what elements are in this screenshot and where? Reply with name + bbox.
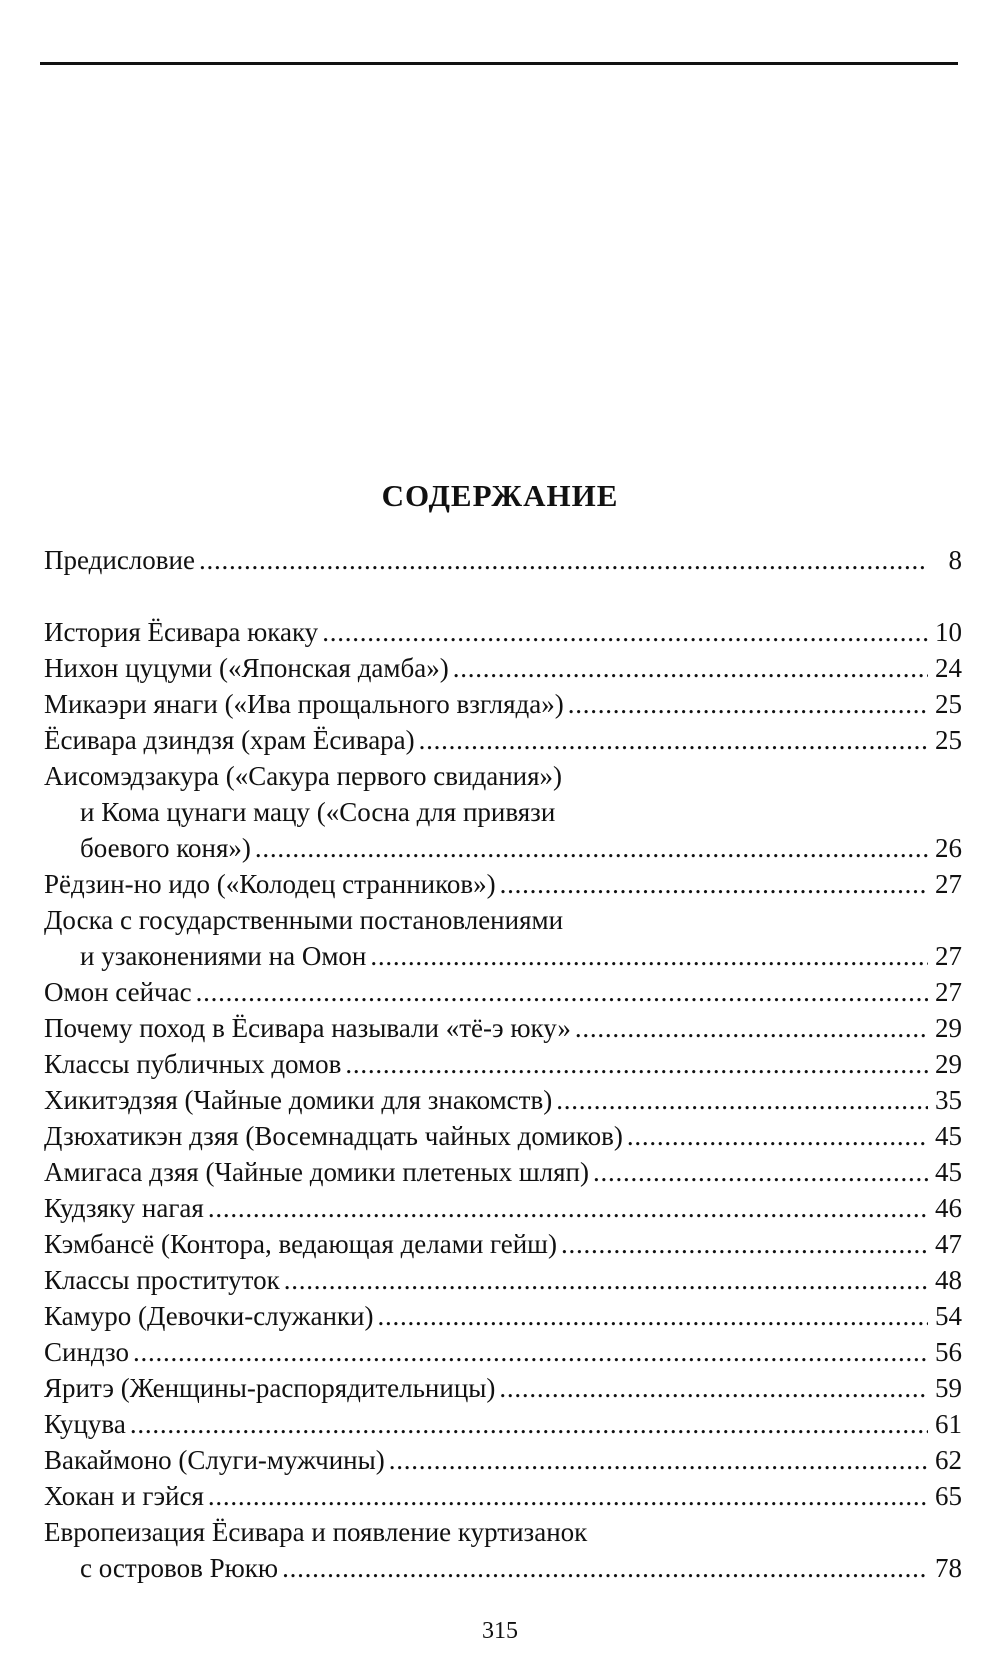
toc-entry[interactable] — [44, 1229, 962, 1265]
toc-entry-page: 65 — [935, 1481, 962, 1511]
toc-entry-title: Яритэ (Женщины-распорядительницы) — [44, 1373, 496, 1403]
leader-dots — [593, 1157, 928, 1188]
leader-dots — [377, 1301, 928, 1332]
leader-dots — [208, 1481, 928, 1512]
toc-entry[interactable] — [44, 1193, 962, 1229]
table-of-contents — [44, 545, 962, 1589]
toc-entry-page: 56 — [935, 1337, 962, 1367]
leader-dots — [453, 653, 928, 684]
toc-entry-title: Кэмбансё (Контора, ведающая делами гейш) — [44, 1229, 557, 1259]
toc-entry-title: Вакаймоно (Слуги-мужчины) — [44, 1445, 385, 1475]
leader-dots — [199, 545, 928, 576]
toc-entry-page: 26 — [935, 833, 962, 863]
toc-entry[interactable] — [44, 725, 962, 761]
leader-dots — [561, 1229, 928, 1260]
toc-entry-title-continued: и Кома цунаги мацу («Сосна для привязи — [80, 797, 556, 827]
toc-entry[interactable] — [44, 1409, 962, 1445]
leader-dots — [284, 1265, 928, 1296]
toc-entry-page: 27 — [935, 869, 962, 899]
toc-entry-preface[interactable] — [44, 545, 962, 581]
leader-dots — [345, 1049, 928, 1080]
toc-entry[interactable] — [44, 905, 962, 977]
leader-dots — [370, 941, 928, 972]
toc-entry-title-continued: боевого коня») — [80, 833, 251, 863]
leader-dots — [133, 1337, 928, 1368]
toc-entry-title: Кудзяку нагая — [44, 1193, 204, 1223]
toc-entry-page: 27 — [935, 977, 962, 1007]
toc-entry[interactable] — [44, 1445, 962, 1481]
toc-entry-page: 46 — [935, 1193, 962, 1223]
toc-entry-title: Микаэри янаги («Ива прощального взгляда») — [44, 689, 564, 719]
toc-entry-page: 25 — [935, 689, 962, 719]
toc-entry-page: 24 — [935, 653, 962, 683]
toc-entry[interactable] — [44, 977, 962, 1013]
toc-entry-title: Синдзо — [44, 1337, 129, 1367]
toc-entry-page: 78 — [935, 1553, 962, 1583]
leader-dots — [556, 1085, 928, 1116]
toc-entry-page: 10 — [935, 617, 962, 647]
leader-dots — [208, 1193, 928, 1224]
toc-entry-title: Почему поход в Ёсивара называли «тё-э юку» — [44, 1013, 571, 1043]
toc-entry-page: 25 — [935, 725, 962, 755]
toc-entry-title: Классы проституток — [44, 1265, 280, 1295]
toc-entry-title: Камуро (Девочки-служанки) — [44, 1301, 374, 1331]
leader-dots — [568, 689, 928, 720]
toc-entry-title-continued: с островов Рюкю — [80, 1553, 279, 1583]
toc-entry-title: Куцува — [44, 1409, 126, 1439]
toc-entry-title: Хикитэдзяя (Чайные домики для знакомств) — [44, 1085, 553, 1115]
toc-entry[interactable] — [44, 1265, 962, 1301]
toc-entry[interactable] — [44, 1373, 962, 1409]
toc-entry[interactable] — [44, 1121, 962, 1157]
toc-entry-title: Классы публичных домов — [44, 1049, 342, 1079]
leader-dots — [627, 1121, 928, 1152]
toc-entry-title: История Ёсивара юкаку — [44, 617, 319, 647]
top-rule — [40, 62, 958, 65]
toc-entry[interactable] — [44, 653, 962, 689]
leader-dots — [130, 1409, 928, 1440]
toc-entry-page: 29 — [935, 1049, 962, 1079]
spacer — [44, 581, 962, 617]
toc-entry[interactable] — [44, 1337, 962, 1373]
toc-entry-title: Хокан и гэйся — [44, 1481, 204, 1511]
toc-entry-page: 62 — [935, 1445, 962, 1475]
toc-entry-title: Нихон цуцуми («Японская дамба») — [44, 653, 449, 683]
leader-dots — [499, 1373, 928, 1404]
leader-dots — [389, 1445, 928, 1476]
page-title: СОДЕРЖАНИЕ — [381, 478, 619, 513]
toc-entry-title-continued: и узаконениями на Омон — [80, 941, 367, 971]
leader-dots — [575, 1013, 928, 1044]
toc-entry-page: 61 — [935, 1409, 962, 1439]
toc-entry[interactable] — [44, 1085, 962, 1121]
page-number: 315 — [482, 1618, 518, 1644]
toc-entry[interactable] — [44, 1157, 962, 1193]
toc-entry-page: 59 — [935, 1373, 962, 1403]
toc-entry-title: Ёсивара дзиндзя (храм Ёсивара) — [44, 725, 415, 755]
toc-entry-page: 29 — [935, 1013, 962, 1043]
toc-entry-title: Амигаса дзяя (Чайные домики плетеных шляп) — [44, 1157, 589, 1187]
leader-dots — [419, 725, 928, 756]
toc-entry[interactable] — [44, 1517, 962, 1589]
toc-entry[interactable] — [44, 869, 962, 905]
toc-entry-page: 45 — [935, 1121, 962, 1151]
toc-entry-page: 54 — [935, 1301, 962, 1331]
toc-entry-page: 35 — [935, 1085, 962, 1115]
leader-dots — [282, 1553, 928, 1584]
toc-entry-title: Аисомэдзакура («Сакура первого свидания») — [44, 761, 563, 791]
toc-entry[interactable] — [44, 1013, 962, 1049]
leader-dots — [255, 833, 928, 864]
toc-entry-page: 47 — [935, 1229, 962, 1259]
toc-entry-page: 8 — [948, 545, 962, 575]
leader-dots — [196, 977, 928, 1008]
toc-entry[interactable] — [44, 1049, 962, 1085]
toc-entry-title: Доска с государственными постановлениями — [44, 905, 564, 935]
leader-dots — [500, 869, 928, 900]
leader-dots — [322, 617, 928, 648]
toc-entry[interactable] — [44, 617, 962, 653]
toc-entry-page: 48 — [935, 1265, 962, 1295]
toc-entry[interactable] — [44, 1301, 962, 1337]
toc-entry[interactable] — [44, 761, 962, 869]
toc-entry[interactable] — [44, 689, 962, 725]
toc-entry-title: Европеизация Ёсивара и появление куртизанок — [44, 1517, 588, 1547]
toc-entry-title: Омон сейчас — [44, 977, 192, 1007]
toc-entry-title: Предисловие — [44, 545, 195, 575]
toc-entries — [44, 617, 962, 1589]
toc-entry-title: Рёдзин-но идо («Колодец странников») — [44, 869, 496, 899]
toc-entry-page: 45 — [935, 1157, 962, 1187]
toc-entry[interactable] — [44, 1481, 962, 1517]
toc-entry-page: 27 — [935, 941, 962, 971]
toc-entry-title: Дзюхатикэн дзяя (Восемнадцать чайных домиков) — [44, 1121, 623, 1151]
